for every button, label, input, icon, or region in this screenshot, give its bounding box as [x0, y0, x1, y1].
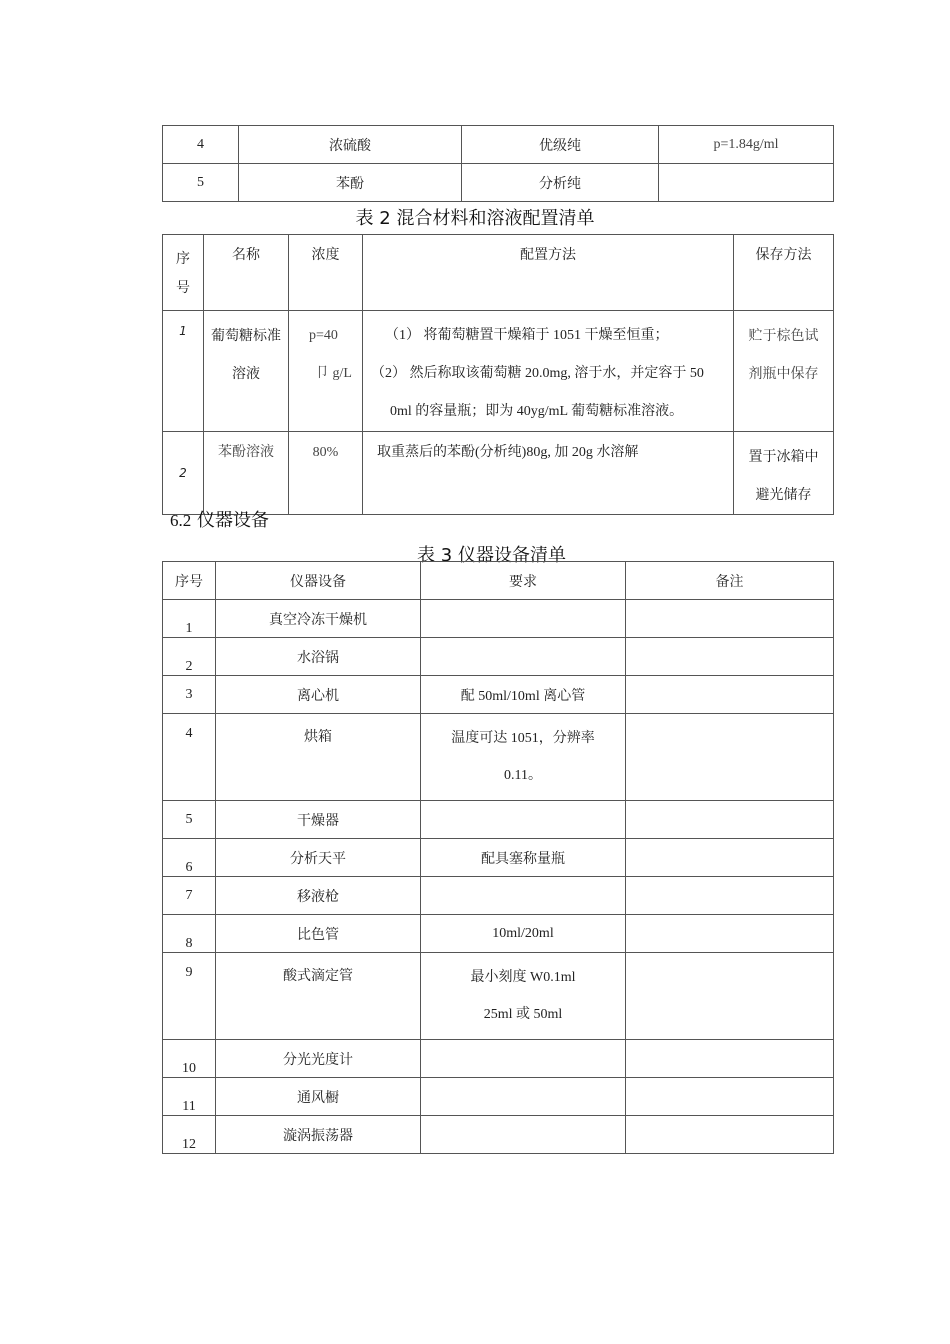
reagent-table-continued — [162, 125, 834, 202]
device-requirement: 10ml/20ml — [421, 915, 626, 953]
device-requirement — [421, 801, 626, 839]
storage-method: 贮于棕色试剂瓶中保存 — [734, 311, 834, 432]
row-number: 2 — [185, 659, 193, 674]
header-conc: 浓度 — [289, 235, 363, 311]
equipment-table — [162, 561, 834, 1154]
table-row — [163, 638, 834, 676]
device-remark — [626, 676, 834, 714]
device-name: 干燥器 — [216, 801, 421, 839]
table-row — [163, 801, 834, 839]
device-remark — [626, 1078, 834, 1116]
device-requirement: 配 50ml/10ml 离心管 — [421, 676, 626, 714]
table-row — [163, 600, 834, 638]
storage-method: 置于冰箱中避光储存 — [734, 432, 834, 515]
conc-line: p=40 — [309, 328, 338, 343]
method-line: （1） 将葡萄糖置干燥箱于 1051 干燥至恒重； — [385, 328, 669, 343]
method-line: 0ml 的容量瓶；即为 40yg/mL 葡萄糖标准溶液。 — [390, 404, 684, 419]
header-method: 配置方法 — [363, 235, 734, 311]
requirement-line: 0.11。 — [504, 768, 542, 783]
device-name: 烘箱 — [216, 714, 421, 801]
table-header-row — [163, 235, 834, 311]
section-number: 6.2 — [170, 511, 192, 530]
solution-name: 葡萄糖标准溶液 — [204, 311, 289, 432]
requirement-line: 25ml 或 50ml — [483, 1007, 563, 1022]
device-remark — [626, 714, 834, 801]
table-row — [163, 432, 834, 515]
device-name: 分光光度计 — [216, 1040, 421, 1078]
table-row — [163, 676, 834, 714]
row-number: 11 — [182, 1099, 196, 1114]
row-number: 6 — [185, 860, 193, 875]
device-remark — [626, 600, 834, 638]
device-requirement — [421, 600, 626, 638]
solution-name: 苯酚溶液 — [204, 432, 289, 515]
device-remark — [626, 1040, 834, 1078]
row-number: 10 — [182, 1061, 196, 1076]
requirement-line: 温度可达 1051，分辨率 — [451, 731, 595, 746]
row-number: 12 — [182, 1137, 196, 1152]
table-row — [163, 953, 834, 1040]
row-number: 7 — [185, 887, 193, 903]
solution-prep-table — [162, 234, 834, 515]
device-requirement — [421, 638, 626, 676]
device-name: 真空冷冻干燥机 — [216, 600, 421, 638]
table-row — [163, 714, 834, 801]
row-number: 1 — [163, 311, 204, 432]
table-row — [163, 126, 834, 164]
header-no: 序号 — [163, 562, 216, 600]
table-row — [163, 915, 834, 953]
table2-caption: 表 2 混合材料和溶液配置清单 — [355, 208, 595, 229]
table-row — [163, 311, 834, 432]
row-number: 4 — [163, 126, 239, 164]
device-requirement — [421, 714, 626, 801]
device-name: 分析天平 — [216, 839, 421, 877]
device-remark — [626, 801, 834, 839]
reagent-note — [659, 164, 834, 202]
device-remark — [626, 638, 834, 676]
device-name: 比色管 — [216, 915, 421, 953]
row-number: 5 — [163, 164, 239, 202]
reagent-name: 苯酚 — [239, 164, 462, 202]
conc-line: 卩 g/L — [315, 366, 352, 381]
device-requirement: 配具塞称量瓶 — [421, 839, 626, 877]
row-number: 4 — [185, 726, 193, 741]
reagent-name: 浓硫酸 — [239, 126, 462, 164]
row-number: 1 — [185, 621, 193, 636]
reagent-grade: 优级纯 — [462, 126, 659, 164]
prep-method — [363, 311, 734, 432]
device-requirement — [421, 1078, 626, 1116]
device-name: 离心机 — [216, 676, 421, 714]
section-title: 仪器设备 — [196, 510, 269, 531]
device-remark — [626, 877, 834, 915]
header-name: 名称 — [204, 235, 289, 311]
table-row — [163, 164, 834, 202]
row-number: 9 — [185, 965, 193, 980]
reagent-note: p=1.84g/ml — [659, 126, 834, 164]
solution-conc — [289, 311, 363, 432]
method-line: （2） 然后称取该葡萄糖 20.0mg, 溶于水，并定容于 50 — [371, 366, 704, 381]
device-requirement — [421, 953, 626, 1040]
table-row — [163, 839, 834, 877]
prep-method: 取重蒸后的苯酚(分析纯)80g, 加 20g 水溶解 — [363, 432, 734, 515]
reagent-grade: 分析纯 — [462, 164, 659, 202]
table3-caption: 表 3 仪器设备清单 — [417, 545, 566, 566]
device-requirement — [421, 1116, 626, 1154]
device-name: 水浴锅 — [216, 638, 421, 676]
device-name: 酸式滴定管 — [216, 953, 421, 1040]
device-requirement — [421, 1040, 626, 1078]
row-number: 2 — [163, 432, 204, 515]
table-row — [163, 1116, 834, 1154]
header-remark: 备注 — [626, 562, 834, 600]
device-remark — [626, 839, 834, 877]
device-name: 通风橱 — [216, 1078, 421, 1116]
row-number: 8 — [185, 936, 193, 951]
section-heading — [170, 506, 269, 532]
table-row — [163, 1078, 834, 1116]
table-row — [163, 1040, 834, 1078]
table-header-row — [163, 562, 834, 600]
device-remark — [626, 953, 834, 1040]
solution-conc: 80% — [289, 432, 363, 515]
device-remark — [626, 915, 834, 953]
requirement-line: 最小刻度 W0.1ml — [470, 970, 576, 985]
row-number: 3 — [185, 686, 193, 702]
header-device: 仪器设备 — [216, 562, 421, 600]
device-name: 漩涡振荡器 — [216, 1116, 421, 1154]
row-number: 5 — [185, 811, 193, 827]
device-remark — [626, 1116, 834, 1154]
header-requirement: 要求 — [421, 562, 626, 600]
device-name: 移液枪 — [216, 877, 421, 915]
table-row — [163, 877, 834, 915]
header-storage: 保存方法 — [734, 235, 834, 311]
device-requirement — [421, 877, 626, 915]
header-no: 序号 — [163, 235, 204, 311]
